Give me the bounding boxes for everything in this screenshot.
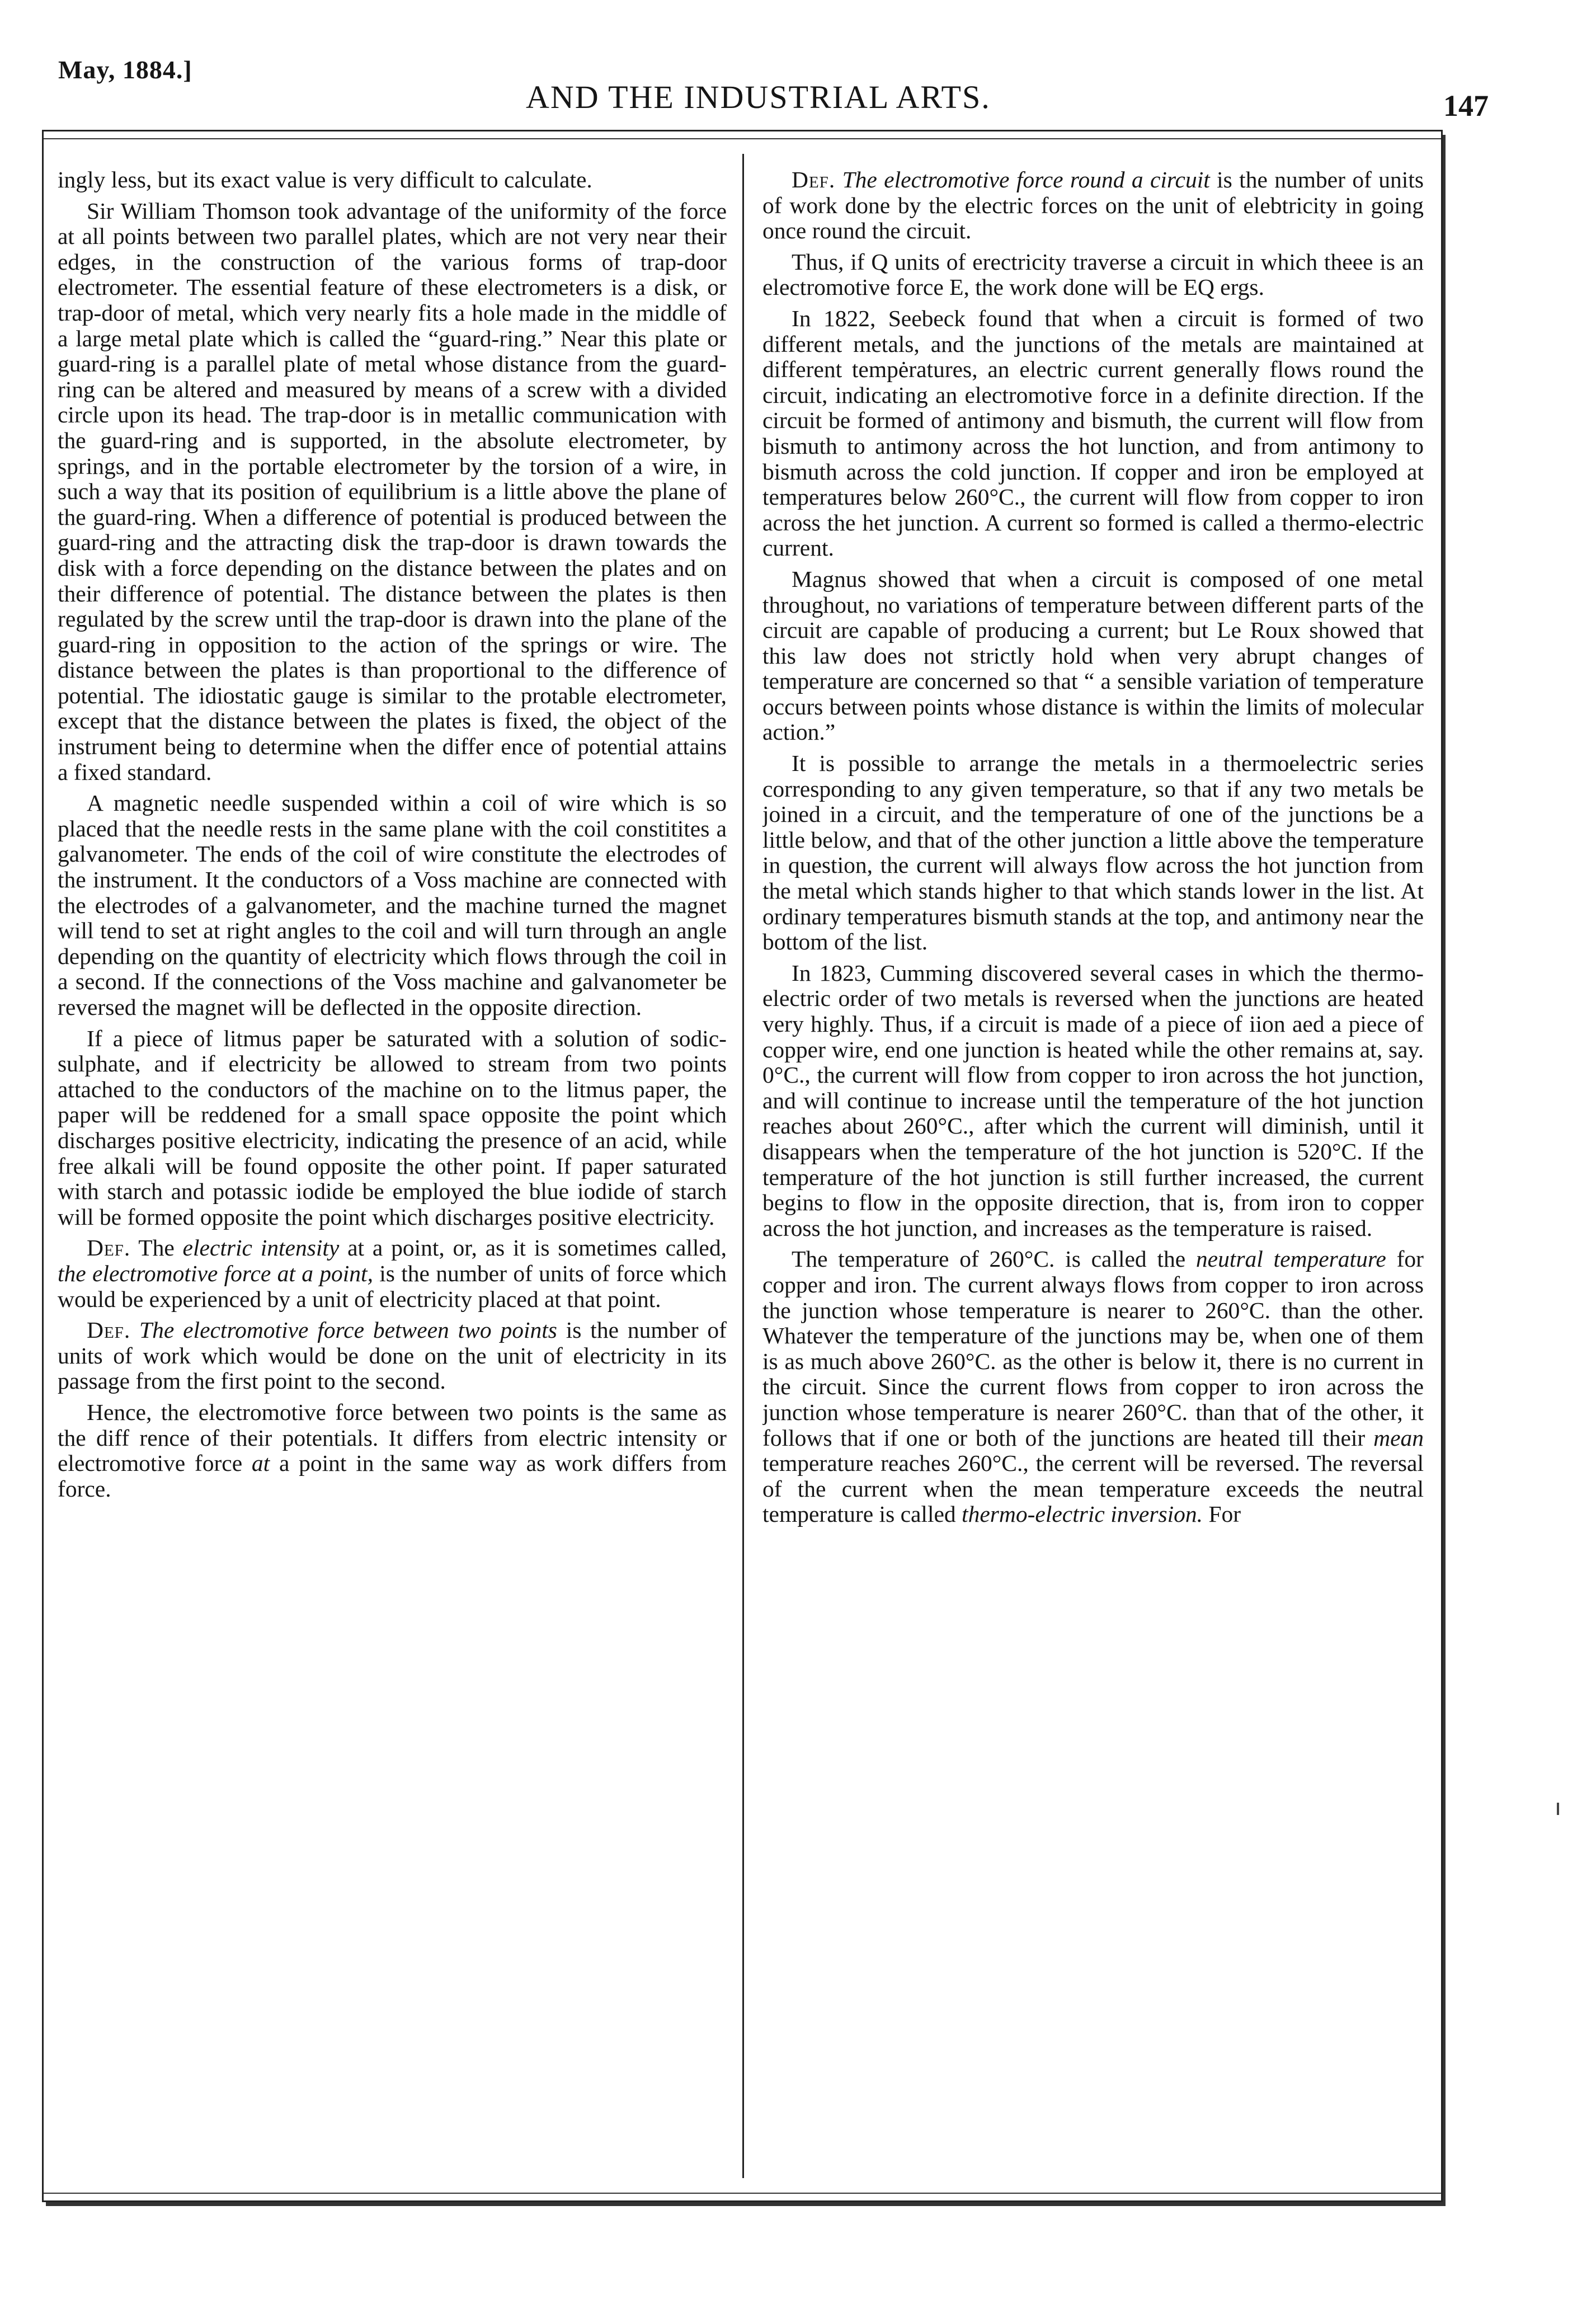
text-run: Hence, the electromotive force between two points is the same as the diff rence of their potentials. It differs from electric intensity or electromotive force [58,1399,727,1476]
italic-term: The electromotive force between two points [139,1317,557,1343]
left-column [58,167,727,2181]
text-run: for copper and iron. The current always flows from copper to iron across the junction whose temperature is nearer to 260°C. than the other. Whatever the temperature of the junctions may be, when one of them is as much above 260°C. as the other is below it, there is no current in the circuit. Since the current flows from copper to iron across the junction whose temperature is nearer 260°C. than that of the other, it follows that if one or both of the junctions are heated till their [762,1246,1424,1451]
italic-term: neutral temperature [1195,1246,1386,1272]
paragraph-cumming: In 1823, Cumming discovered several cases in which the thermo-electric order of two metals is reversed when the junctions are heated very highly. Thus, if a circuit is made of a piece of iion aed a piece of copper wire, end one junction is heated while the other remains at, say. 0°C., the current will flow from copper to iron across the hot junction, and will continue to increase until the temperature of the hot junction reaches about 260°C., after which the current will diminish, until it disappears when the temperature of the hot junction is 520°C. If the temperature of the hot junction is still further increased, the current begins to flow in the opposite direction, that is, from iron to copper across the hot junction, and increases as the temperature is raised. [762,960,1424,1241]
column-divider [742,154,744,2178]
text-run: is the number of units of work which would be done on the unit of electricity in its passage from the first point to the second. [58,1317,727,1394]
text-run: is the number of units of work done by the electric forces on the unit of elebtricity in going once round the circuit. [762,167,1424,244]
text-run: a point in the same way as work differs from force. [58,1450,727,1502]
text-run: is the number of units of force which would be experienced by a unit of electricity placed at that point. [58,1260,727,1312]
text-run: For [1208,1501,1241,1527]
def-label: Def. [87,1317,131,1343]
text-run: The temperature of 260°C. is called the [792,1246,1186,1272]
paragraph-calculate: ingly less, but its exact value is very difficult to calculate. [58,167,592,192]
italic-term: the electromotive force at a point, [58,1260,373,1286]
page-number: 147 [1443,89,1489,123]
paragraph-def-emf-between-points [58,1318,727,1394]
margin-mark [1557,1803,1559,1815]
italic-term: electric intensity [182,1235,340,1261]
paragraph-thomson-electrometer: Sir William Thomson took advantage of the uniformity of the force at all points between two parallel plates, which are not very near their edges, in the construction of the various forms of trap-door electrometer. The essential feature of these electrometers is a disk, or trap-door of metal, which very nearly fits a hole made in the middle of a large metal plate which is called the “guard-ring.” Near this plate or guard-ring is a parallel plate of metal whose distance from the guard-ring can be altered and measured by means of a screw with a divided circle upon its head. The trap-door is in metallic communication with the guard-ring and is supported, in the absolute electrometer, by springs, and in the portable electrometer by the torsion of a wire, in such a way that its position of equilibrium is a little above the plane of the guard-ring. When a difference of potential is produced between the guard-ring and the attracting disk the trap-door is drawn towards the disk with a force depending on the distance between the plates and on their difference of potential. The distance between the plates is then regulated by the screw until the trap-door is drawn into the plane of the guard-ring in opposition to the action of the springs or wire. The distance between the plates is than proportional to the difference of potential. The idiostatic gauge is similar to the protable electrometer, except that the distance between the plates is fixed, the object of the instrument being to determine when the differ ence of potential attains a fixed standard. [58,197,727,785]
running-header [56,45,1489,123]
paragraph-hence [58,1400,727,1502]
header-title: AND THE INDUSTRIAL ARTS. [526,79,991,115]
page-frame [42,130,1443,2202]
header-date: May, 1884.] [58,55,192,84]
bottom-rule [44,2193,1441,2194]
paragraph-seebeck: In 1822, Seebeck found that when a circuit is formed of two different metals, and the junctions of the metals are maintained at different tempėratures, an electric current generally flows round the circuit, indicating an electromotive force in a definite direction. If the circuit be formed of antimony and bismuth, the current will flow from bismuth to antimony across the hot lunction, and from antimony to bismuth across the cold junction. If copper and iron be employed at temperatures below 260°C., the current will flow from copper to iron across the het junction. A current so formed is called a thermo-electric current. [762,305,1424,561]
italic-term: The electromotive force round a circuit [842,167,1210,192]
right-column [762,167,1424,2181]
paragraph-thermoelectric-series: It is possible to arrange the metals in a thermoelectric series corresponding to any given temperature, so that if any two metals be joined in a circuit, and the temperature of one of the junctions be a little below, and that of the other junction a little above the temperature in question, the current will always flow across the hot junction from the metal which stands higher to that which stands lower in the list. At ordinary temperatures bismuth stands at the top, and antimony near the bottom of the list. [762,750,1424,955]
italic-term: thermo-electric inversion. [962,1501,1203,1527]
top-rule [44,138,1441,139]
paragraph-litmus: If a piece of litmus paper be saturated with a solution of sodic-sulphate, and if electricity be allowed to stream from two points attached to the conductors of the machine on to the litmus paper, the paper will be reddened for a small space opposite the point which discharges positive electricity, indicating the presence of an acid, while free alkali will be found opposite the other point. If paper saturated with starch and potassic iodide be employed the blue iodide of starch will be formed opposite the point which discharges positive electricity. [58,1025,727,1230]
paragraph-neutral-temperature [762,1247,1424,1527]
italic-term: mean [1373,1424,1424,1451]
paragraph-def-electric-intensity [58,1235,727,1312]
paragraph-def-emf-circuit [762,167,1424,244]
text-run: The [138,1235,175,1261]
paragraph-magnus: Magnus showed that when a circuit is composed of one metal throughout, no variations of temperature between different parts of the circuit are capable of producing a current; but Le Roux showed that this law does not strictly hold when very abrupt changes of temperature are concerned so that “ a sensible variation of temperature occurs between points whose distance is within the limits of molecular action.” [762,566,1424,745]
paragraph-galvanometer: A magnetic needle suspended within a coil of wire which is so placed that the needle rests in the same plane with the coil constitites a galvanometer. The ends of the coil of wire constitute the electrodes of the instrument. It the conductors of a Voss machine are connected with the electrodes of a galvanometer, and the machine turned the magnet will tend to set at right angles to the coil and will turn through an angle depending on the quantity of electricity which flows through the coil in a second. If the connections of the Voss machine and galvanometer be reversed the magnet will be deflected in the opposite direction. [58,790,727,1020]
italic-term: at [251,1450,270,1476]
def-label: Def. [87,1235,131,1261]
paragraph-work-done: Thus, if Q units of erectricity traverse a circuit in which theee is an electromotive force E, the work done will be EQ ergs. [762,248,1424,300]
text-run: at a point, or, as it is sometimes called, [347,1235,727,1261]
text-run: temperature reaches 260°C., the cerrent will be reversed. The reversal of the current when the mean temperature exceeds the neutral temperature is called [762,1450,1424,1527]
def-label: Def. [792,167,836,192]
